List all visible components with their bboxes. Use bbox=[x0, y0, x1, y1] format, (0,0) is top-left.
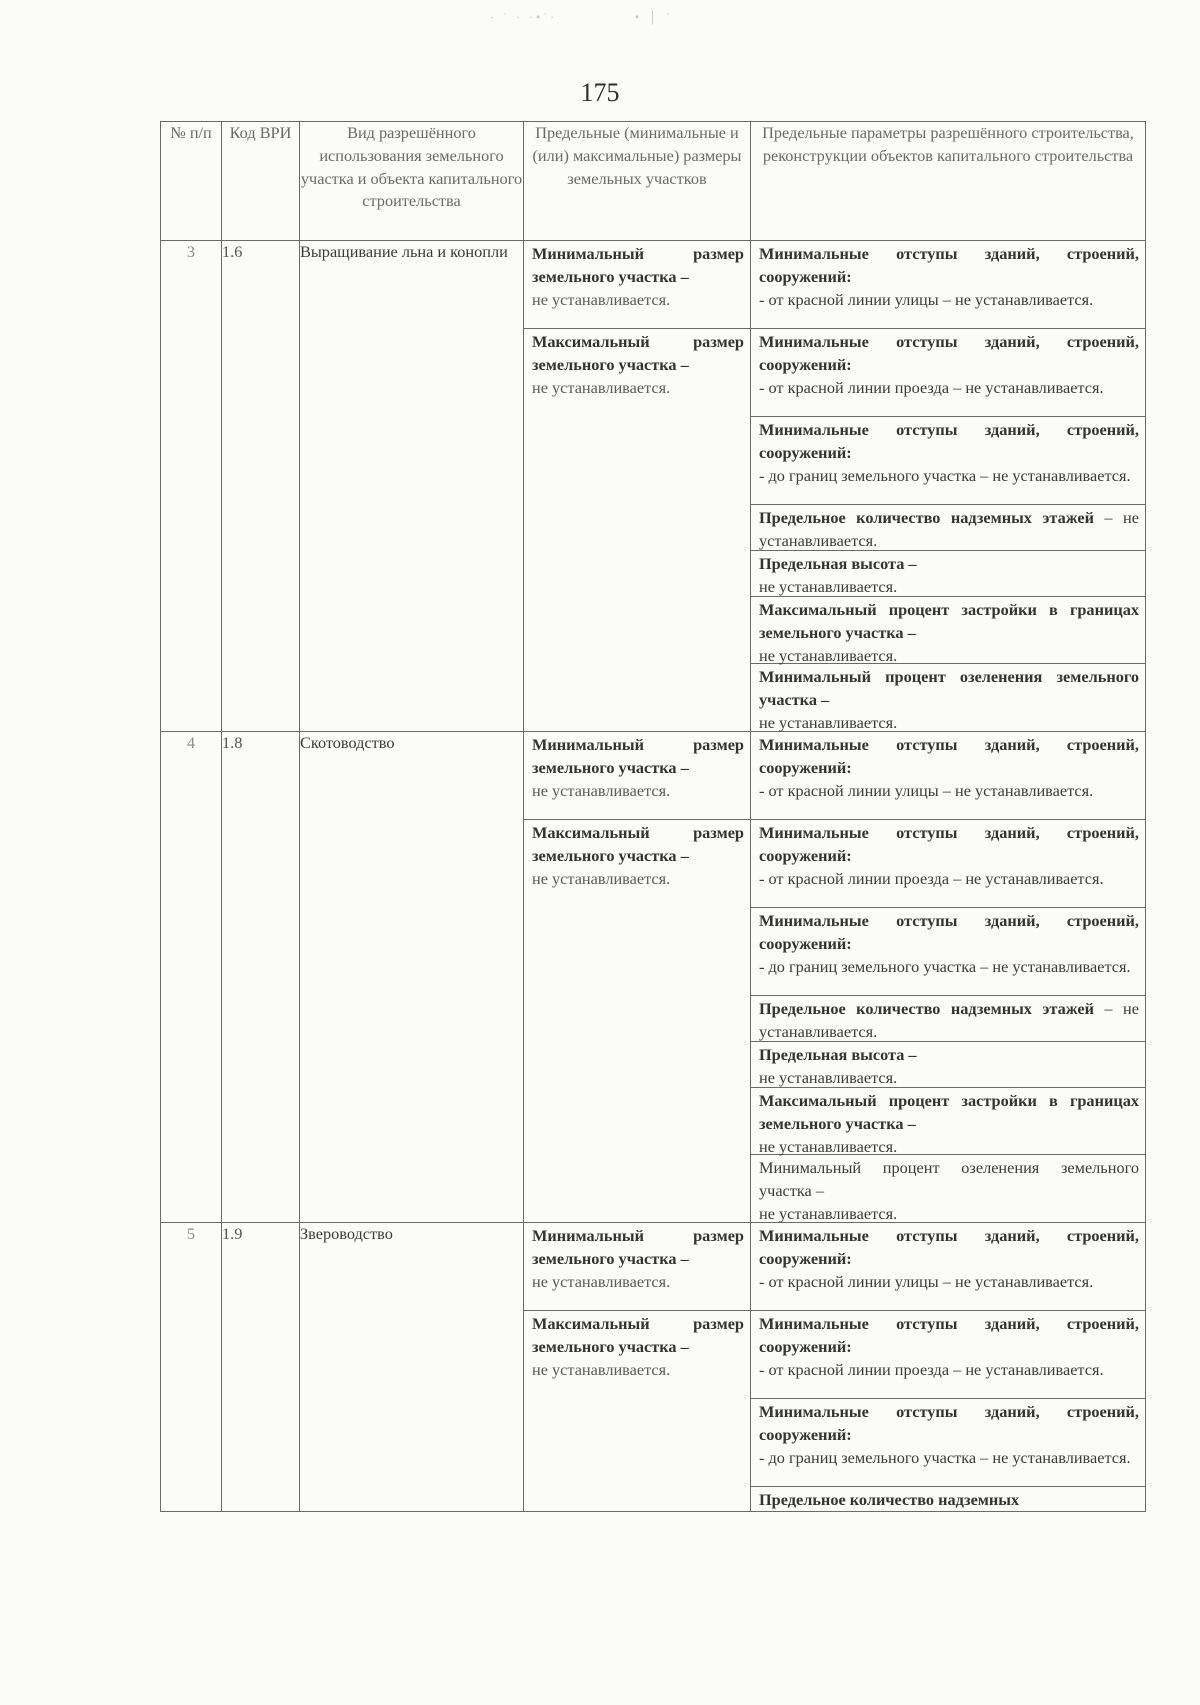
size-max-title: Максимальный размер земельного участка – bbox=[532, 1314, 744, 1356]
param-cell bbox=[751, 1398, 1145, 1486]
param-cell bbox=[751, 663, 1145, 731]
header-name: Вид разрешённого использования земельного участка и объекта капитального строительства bbox=[300, 122, 524, 241]
row-number: 5 bbox=[161, 1223, 222, 1512]
size-max-cell bbox=[524, 819, 750, 890]
size-max-value: не устанавливается. bbox=[532, 377, 671, 397]
param-text: - от красной линии проезда – не устанавливается. bbox=[759, 1359, 1104, 1379]
param-title: Минимальные отступы зданий, строений, сооружений: bbox=[759, 244, 1139, 286]
param-title: Максимальный процент застройки в границах земельного участка – bbox=[759, 1091, 1139, 1133]
param-text: - до границ земельного участка – не устанавливается. bbox=[759, 1447, 1131, 1467]
table-row bbox=[161, 1223, 1146, 1512]
param-title: Минимальные отступы зданий, строений, сооружений: bbox=[759, 735, 1139, 777]
param-cell bbox=[751, 819, 1145, 907]
param-cell bbox=[751, 504, 1145, 550]
param-cell bbox=[751, 995, 1145, 1041]
param-cell bbox=[751, 1154, 1145, 1222]
param-text: не устанавливается. bbox=[759, 1203, 898, 1223]
table-header-row bbox=[161, 122, 1146, 241]
size-min-title: Минимальный размер земельного участка – bbox=[532, 244, 744, 286]
row-params bbox=[751, 1223, 1146, 1512]
row-code: 1.8 bbox=[222, 732, 300, 1223]
size-max-title: Максимальный размер земельного участка – bbox=[532, 823, 744, 865]
param-text: - от красной линии проезда – не устанавливается. bbox=[759, 868, 1104, 888]
row-size bbox=[524, 1223, 751, 1512]
param-title: Минимальные отступы зданий, строений, сооружений: bbox=[759, 1402, 1139, 1444]
scan-mark-right: • │ ˙ bbox=[635, 10, 673, 24]
param-cell bbox=[751, 1087, 1145, 1154]
size-min-value: не устанавливается. bbox=[532, 780, 671, 800]
size-max-cell bbox=[524, 328, 750, 399]
row-name: Выращивание льна и конопли bbox=[300, 241, 524, 732]
param-cell bbox=[751, 1310, 1145, 1398]
row-params bbox=[751, 732, 1146, 1223]
row-number: 3 bbox=[161, 241, 222, 732]
size-max-value: не устанавливается. bbox=[532, 868, 671, 888]
size-min-cell bbox=[524, 1223, 750, 1310]
param-title: Максимальный процент застройки в границах земельного участка – bbox=[759, 600, 1139, 642]
param-text: не устанавливается. bbox=[759, 1067, 898, 1087]
param-title: Минимальные отступы зданий, строений, сооружений: bbox=[759, 1226, 1139, 1268]
size-max-cell bbox=[524, 1310, 750, 1381]
param-text: – не устанавливается. bbox=[759, 508, 1139, 550]
param-text: - от красной линии улицы – не устанавливается. bbox=[759, 1271, 1094, 1291]
row-name: Скотоводство bbox=[300, 732, 524, 1223]
param-cell bbox=[751, 1223, 1145, 1310]
row-number: 4 bbox=[161, 732, 222, 1223]
param-cell bbox=[751, 416, 1145, 504]
param-title: Минимальный процент озеленения земельного участка – bbox=[759, 667, 1139, 709]
param-title: Минимальный процент озеленения земельного участка – bbox=[759, 1158, 1139, 1200]
size-min-cell bbox=[524, 241, 750, 328]
param-text: не устанавливается. bbox=[759, 1136, 898, 1156]
row-name: Звероводство bbox=[300, 1223, 524, 1512]
header-code: Код ВРИ bbox=[222, 122, 300, 241]
param-text: не устанавливается. bbox=[759, 645, 898, 665]
row-code: 1.6 bbox=[222, 241, 300, 732]
param-title: Минимальные отступы зданий, строений, сооружений: bbox=[759, 1314, 1139, 1356]
land-use-table bbox=[160, 121, 1146, 1512]
size-min-title: Минимальный размер земельного участка – bbox=[532, 1226, 744, 1268]
size-min-value: не устанавливается. bbox=[532, 1271, 671, 1291]
size-min-value: не устанавливается. bbox=[532, 289, 671, 309]
param-text: - до границ земельного участка – не устанавливается. bbox=[759, 465, 1131, 485]
scan-mark-left: · ˙ · ·•˙· bbox=[490, 10, 558, 24]
param-cell bbox=[751, 241, 1145, 328]
param-title: Предельная высота – bbox=[759, 554, 917, 573]
param-title: Предельная высота – bbox=[759, 1045, 917, 1064]
param-title: Предельное количество надземных bbox=[759, 1490, 1020, 1509]
header-num: № п/п bbox=[161, 122, 222, 241]
param-text: не устанавливается. bbox=[759, 576, 898, 596]
row-size bbox=[524, 732, 751, 1223]
param-text: - от красной линии улицы – не устанавливается. bbox=[759, 780, 1094, 800]
param-title: Предельное количество надземных этажей bbox=[759, 508, 1094, 527]
row-code: 1.9 bbox=[222, 1223, 300, 1512]
param-title: Минимальные отступы зданий, строений, сооружений: bbox=[759, 332, 1139, 374]
param-text: - до границ земельного участка – не устанавливается. bbox=[759, 956, 1131, 976]
page-number: 175 bbox=[580, 78, 620, 107]
size-max-value: не устанавливается. bbox=[532, 1359, 671, 1379]
header-params: Предельные параметры разрешённого строительства, реконструкции объектов капитального строительства bbox=[751, 122, 1146, 241]
param-title: Минимальные отступы зданий, строений, сооружений: bbox=[759, 420, 1139, 462]
header-size: Предельные (минимальные и (или) максимальные) размеры земельных участков bbox=[524, 122, 751, 241]
param-title: Минимальные отступы зданий, строений, сооружений: bbox=[759, 823, 1139, 865]
param-text: не устанавливается. bbox=[759, 712, 898, 732]
table-row bbox=[161, 241, 1146, 732]
param-text: - от красной линии улицы – не устанавливается. bbox=[759, 289, 1094, 309]
param-cell bbox=[751, 732, 1145, 819]
param-title: Предельное количество надземных этажей bbox=[759, 999, 1094, 1018]
size-min-title: Минимальный размер земельного участка – bbox=[532, 735, 744, 777]
row-size bbox=[524, 241, 751, 732]
size-max-title: Максимальный размер земельного участка – bbox=[532, 332, 744, 374]
param-cell bbox=[751, 596, 1145, 663]
param-text: - от красной линии проезда – не устанавливается. bbox=[759, 377, 1104, 397]
param-cell bbox=[751, 907, 1145, 995]
param-cell bbox=[751, 328, 1145, 416]
table-row bbox=[161, 732, 1146, 1223]
param-cell bbox=[751, 1041, 1145, 1087]
row-params bbox=[751, 241, 1146, 732]
param-text: – не устанавливается. bbox=[759, 999, 1139, 1041]
param-cell bbox=[751, 550, 1145, 596]
param-cell bbox=[751, 1486, 1145, 1511]
param-title: Минимальные отступы зданий, строений, сооружений: bbox=[759, 911, 1139, 953]
size-min-cell bbox=[524, 732, 750, 819]
